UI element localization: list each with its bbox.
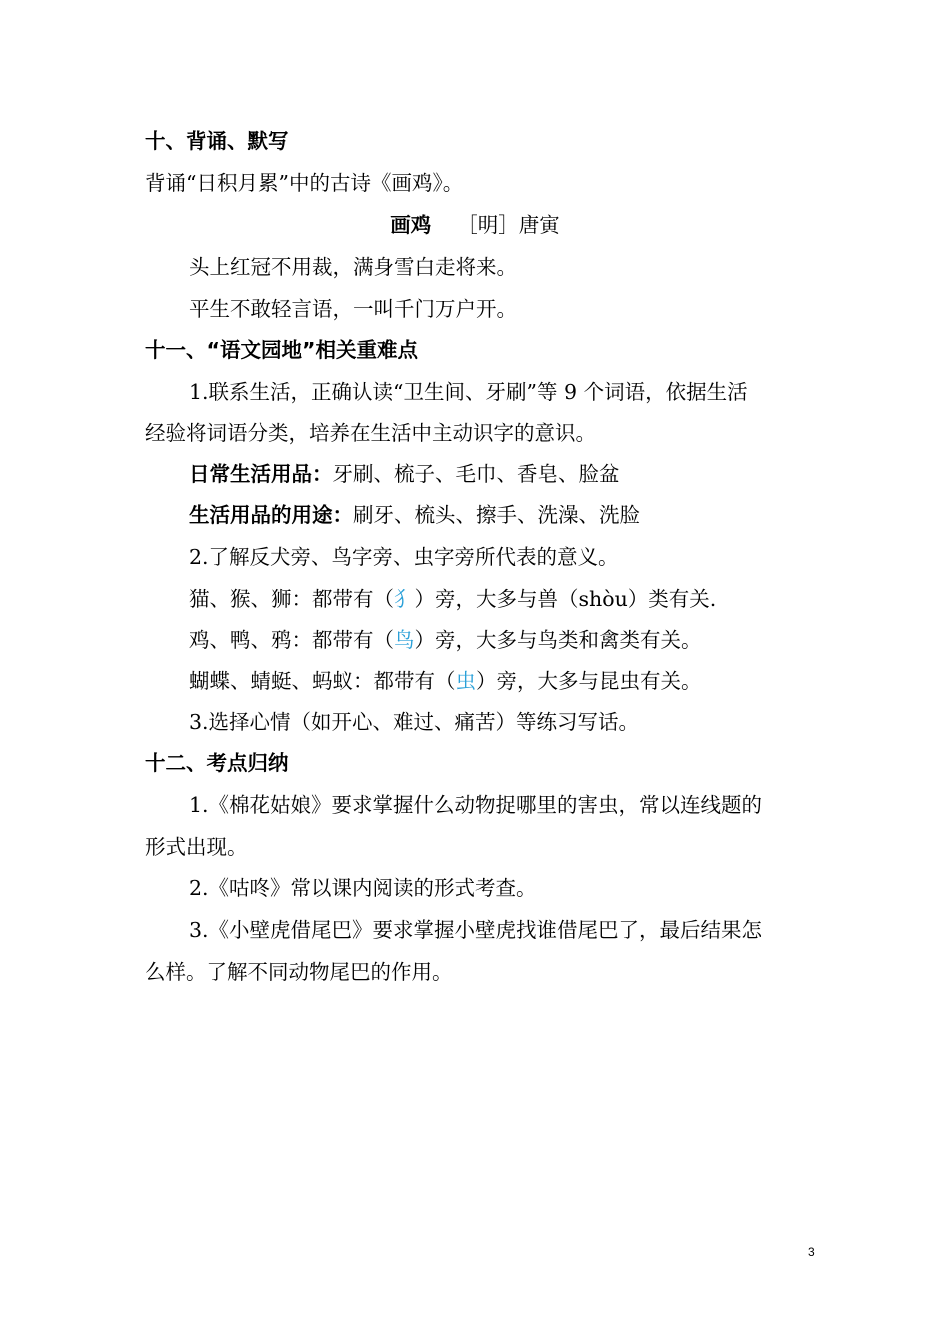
daily-items-list: 牙刷、梳子、毛巾、香皂、脸盆 — [332, 462, 620, 486]
radical-row-bird-suffix: ）旁，大多与鸟类和禽类有关。 — [414, 628, 702, 652]
radical-row-insect-suffix: ）旁，大多与昆虫有关。 — [476, 669, 702, 693]
radical-bird: 鸟 — [394, 628, 415, 652]
radical-row-dog — [189, 585, 810, 613]
daily-items-label: 日常生活用品： — [189, 462, 333, 486]
section-12-item-3-line-1: 3.《小壁虎借尾巴》要求掌握小壁虎找谁借尾巴了，最后结果怎 — [189, 918, 763, 942]
section-12-item-1-line-2: 形式出现。 — [145, 835, 248, 859]
section-12-item-2: 2.《咕咚》常以课内阅读的形式考查。 — [189, 876, 537, 900]
poem-line-2: 平生不敢轻言语，一叫千门万户开。 — [189, 297, 517, 321]
radical-row-bird — [189, 626, 810, 654]
radical-row-dog-prefix: 猫、猴、狮：都带有（ — [189, 587, 394, 611]
section-11-item-2: 2.了解反犬旁、鸟字旁、虫字旁所代表的意义。 — [189, 545, 619, 569]
section-11-item-1-line-1: 1.联系生活，正确认读“卫生间、牙刷”等 9 个词语，依据生活 — [189, 380, 748, 404]
poem-author: ［明］唐寅 — [457, 213, 560, 237]
section-12-item-1-line-1: 1.《棉花姑娘》要求掌握什么动物捉哪里的害虫，常以连线题的 — [189, 793, 763, 817]
section-12-heading: 十二、考点归纳 — [145, 751, 289, 775]
poem-line-1: 头上红冠不用裁，满身雪白走将来。 — [189, 255, 517, 279]
section-11-item-1-line-2: 经验将词语分类，培养在生活中主动识字的意识。 — [145, 421, 596, 445]
section-12-item-3-line-2: 么样。了解不同动物尾巴的作用。 — [145, 960, 453, 984]
radical-row-dog-suffix: ）旁，大多与兽（shòu）类有关. — [414, 587, 717, 611]
item-uses-list: 刷牙、梳头、擦手、洗澡、洗脸 — [353, 503, 640, 527]
radical-dog: 犭 — [394, 587, 415, 611]
section-11-item-3: 3.选择心情（如开心、难过、痛苦）等练习写话。 — [189, 710, 640, 734]
radical-row-insect-prefix: 蝴蝶、蜻蜓、蚂蚁：都带有（ — [189, 669, 456, 693]
section-10-intro: 背诵“日积月累”中的古诗《画鸡》。 — [145, 171, 464, 195]
page-number: 3 — [808, 1245, 815, 1259]
daily-items-row — [189, 460, 810, 488]
radical-row-bird-prefix: 鸡、鸭、鸦：都带有（ — [189, 628, 394, 652]
item-uses-row — [189, 501, 810, 529]
radical-insect: 虫 — [455, 669, 476, 693]
section-10-heading: 十、背诵、默写 — [145, 129, 289, 153]
radical-row-insect — [189, 667, 810, 695]
section-11-heading: 十一、“语文园地”相关重难点 — [145, 338, 418, 362]
poem-title: 画鸡 — [390, 213, 432, 237]
poem-header — [0, 211, 950, 239]
item-uses-label: 生活用品的用途： — [189, 503, 353, 527]
